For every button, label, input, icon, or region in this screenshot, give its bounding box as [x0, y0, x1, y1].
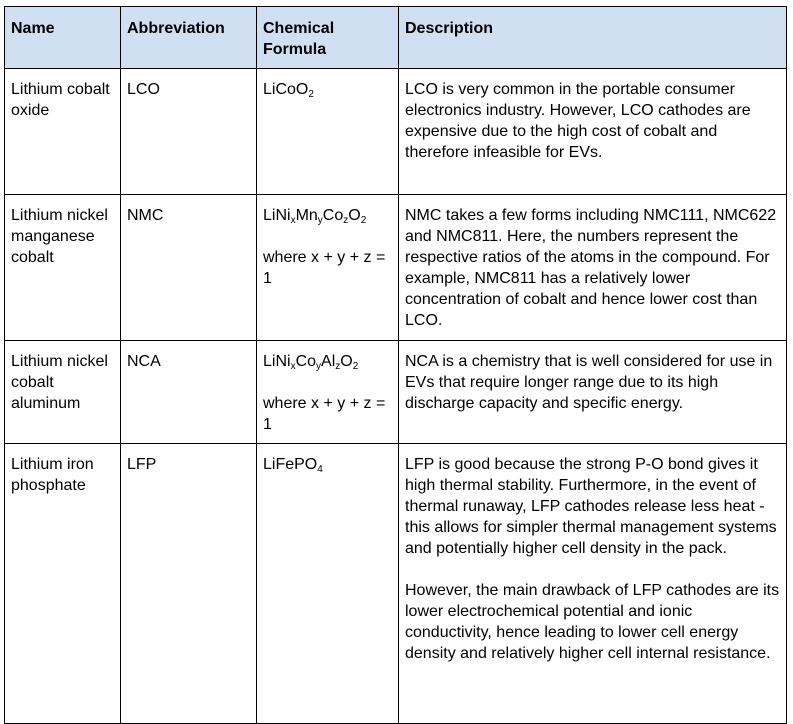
cell-formula: [257, 195, 399, 341]
cell-abbreviation: LFP: [121, 444, 257, 724]
cell-description: [399, 69, 787, 195]
cell-description: [399, 444, 787, 724]
header-name: Name: [5, 7, 121, 69]
chemical-formula: LiCoO$_2$: [263, 81, 314, 100]
description-paragraph: NMC takes a few forms including NMC111, NMC622 and NMC811. Here, the numbers represent the respective ratios of the atoms in the compound. For example, NMC811 has a relatively lower concentration of cobalt and hence lower cost than LCO.: [405, 207, 777, 329]
table-header-row: [5, 7, 787, 69]
cell-formula: [257, 341, 399, 444]
cell-description: [399, 195, 787, 341]
chemical-formula: $LiNi_xMn_yCo_zO_2$: [263, 207, 367, 226]
chemical-formula: LiFePO$_4$: [263, 456, 323, 475]
cell-name: Lithium iron phosphate: [5, 444, 121, 724]
cell-abbreviation: NCA: [121, 341, 257, 444]
header-chemical-formula: Chemical Formula: [257, 7, 399, 69]
table-row: [5, 341, 787, 444]
formula-constraint: where x + y + z = 1: [263, 395, 386, 433]
cell-formula: [257, 444, 399, 724]
header-description: Description: [399, 7, 787, 69]
chemical-formula: $LiNi_xCo_yAl_zO_2$: [263, 353, 359, 372]
description-paragraph: LFP is good because the strong P-O bond gives it high thermal stability. Furthermore, in the event of thermal runaway, LFP cathodes release less heat - this allows for simpler thermal management systems and potentially higher cell density in the pack.: [405, 456, 777, 557]
description-paragraph: However, the main drawback of LFP cathodes are its lower electrochemical potential and ionic conductivity, hence leading to lower cell energy density and relatively higher cell internal resistance.: [405, 582, 780, 662]
table-row: [5, 444, 787, 724]
table-row: [5, 69, 787, 195]
formula-constraint: where x + y + z = 1: [263, 249, 386, 287]
cathode-chemistry-table: [4, 6, 787, 724]
cell-formula: [257, 69, 399, 195]
header-abbreviation: Abbreviation: [121, 7, 257, 69]
description-paragraph: NCA is a chemistry that is well considered for use in EVs that require longer range due to its high discharge capacity and specific energy.: [405, 353, 773, 412]
cell-name: Lithium nickel manganese cobalt: [5, 195, 121, 341]
description-paragraph: LCO is very common in the portable consumer electronics industry. However, LCO cathodes are expensive due to the high cost of cobalt and therefore infeasible for EVs.: [405, 81, 751, 161]
cell-description: [399, 341, 787, 444]
cell-name: Lithium cobalt oxide: [5, 69, 121, 195]
cell-abbreviation: LCO: [121, 69, 257, 195]
table-row: [5, 195, 787, 341]
cell-abbreviation: NMC: [121, 195, 257, 341]
cell-name: Lithium nickel cobalt aluminum: [5, 341, 121, 444]
